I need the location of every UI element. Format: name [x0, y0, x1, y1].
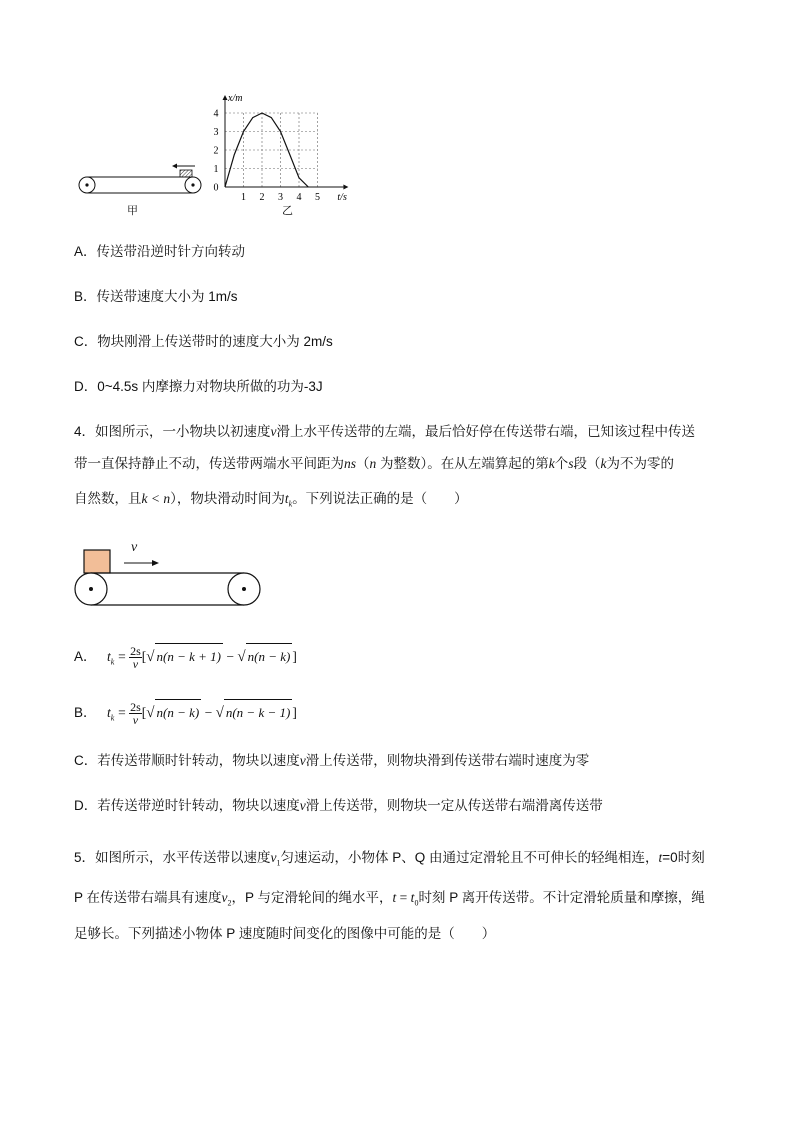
x-tick-label: 4 — [296, 192, 302, 203]
y-tick-label: 4 — [213, 108, 219, 120]
q4-stem-line3: 自然数，且k < n），物块滑动时间为$t_k$。下列说法正确的是（ ） — [74, 491, 468, 509]
q4-figure-velocity-label: v — [131, 540, 138, 555]
q4-option-d: D．若传送带逆时针转动，物块以速度v滑上传送带，则物块一定从传送带右端滑离传送带 — [74, 798, 603, 813]
y-tick-label: 3 — [213, 127, 219, 138]
x-axis-arrow — [343, 185, 348, 190]
q4-stem-line2: 带一直保持静止不动，传送带两端水平间距为ns（n 为整数）。在从左端算起的第k个s段（k为不为零的 — [74, 456, 675, 471]
q5-stem-line1: 5．如图所示，水平传送带以速度$v_1$匀速运动，小物体 P、Q 由通过定滑轮且不可伸长的轻绳相连，t=0时刻 — [74, 850, 705, 868]
figure-yi-caption: 乙 — [282, 205, 293, 217]
block — [84, 550, 110, 573]
q4-option-b: B． $t_k$ = $\frac{2s}{v}$ [√ n(n − k) − √ n(n − k − 1) ] — [74, 699, 297, 727]
figure-yi-chart — [205, 92, 355, 212]
q3-option-a: A．传送带沿逆时针方向转动 — [74, 244, 246, 259]
x-tick-label: 1 — [241, 192, 246, 203]
y-tick-label: 1 — [213, 164, 219, 175]
q4-stem-line1: 4．如图所示，一小物块以初速度v滑上水平传送带的左端，最后恰好停在传送带右端，已知该过程中传送 — [74, 424, 696, 439]
y-tick-label: 0 — [213, 182, 219, 194]
block — [180, 170, 192, 177]
x-tick-label: 5 — [315, 192, 320, 203]
y-axis-arrow — [223, 95, 228, 100]
x-axis-label: t/s — [337, 192, 347, 203]
q5-stem-line2: P 在传送带右端具有速度$v_2$，P 与定滑轮间的绳水平，$t = t_0$时刻 P 离开传送带。不计定滑轮质量和摩擦，绳 — [74, 890, 705, 908]
x-tick-label: 3 — [278, 192, 283, 203]
figure-jia-conveyor — [78, 160, 208, 220]
q5-stem-line3: 足够长。下列描述小物体 P 速度随时间变化的图像中可能的是（ ） — [74, 926, 496, 941]
arrow-left-icon — [172, 164, 195, 169]
figure-jia-caption: 甲 — [127, 205, 138, 217]
y-tick-label: 2 — [213, 145, 219, 157]
q3-option-b: B．传送带速度大小为 1m/s — [74, 289, 238, 304]
arrow-right-icon — [124, 560, 159, 566]
q3-option-d: D．0~4.5s 内摩擦力对物块所做的功为-3J — [74, 379, 323, 394]
q4-option-a: A． $t_k$ = $\frac{2s}{v}$ [√ n(n − k + 1) − √ n(n − k) ] — [74, 643, 297, 671]
y-axis-label: x/m — [228, 93, 243, 105]
q4-option-c: C．若传送带顺时针转动，物块以速度v滑上传送带，则物块滑到传送带右端时速度为零 — [74, 753, 590, 768]
q3-option-c: C．物块刚滑上传送带时的速度大小为 2m/s — [74, 334, 333, 349]
q4-figure-conveyor — [70, 540, 270, 612]
x-tick-label: 2 — [259, 192, 265, 203]
